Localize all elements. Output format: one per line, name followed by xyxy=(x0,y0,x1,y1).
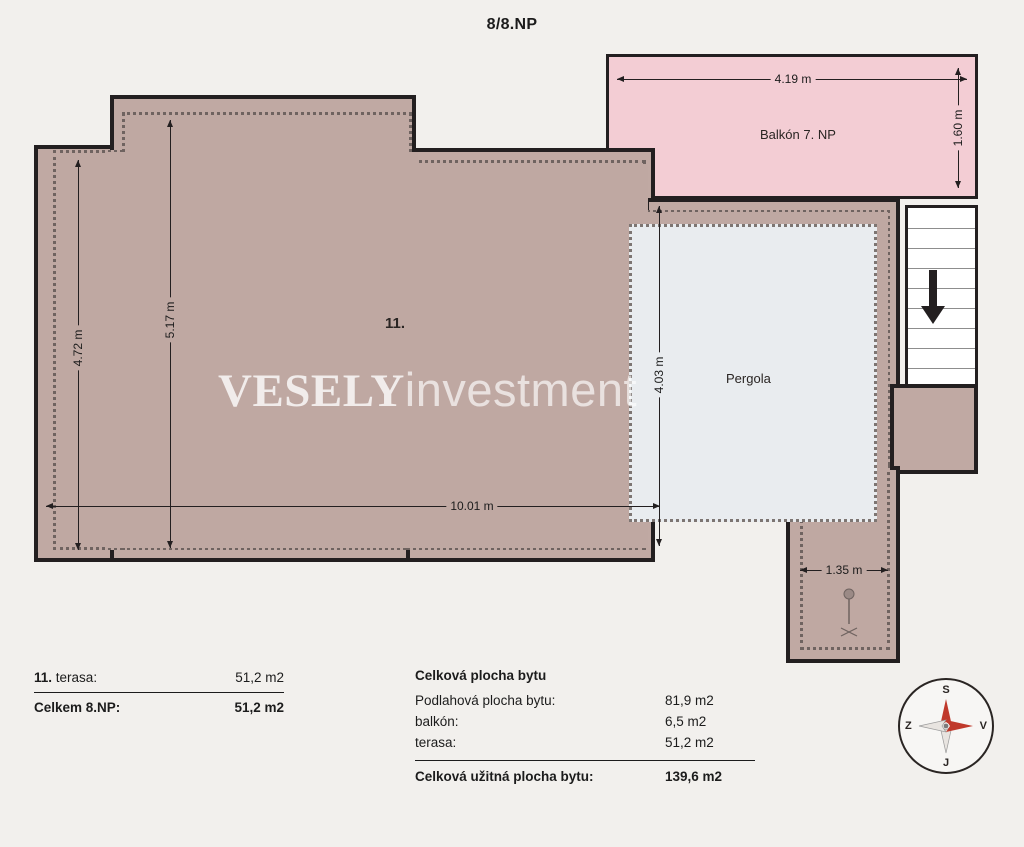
legend-grand-total-row xyxy=(415,769,755,784)
compass-south-label: J xyxy=(942,757,950,769)
compass-needle-icon xyxy=(915,695,977,757)
legend-row-label: balkón: xyxy=(415,714,459,729)
dim-label-terrace-depth-main: 5.17 m xyxy=(163,298,177,343)
dim-label-notch-width: 1.35 m xyxy=(822,563,867,577)
terrace-fill-2 xyxy=(408,165,648,548)
legend-row-value: 81,9 m2 xyxy=(665,693,714,708)
compass-west-label: Z xyxy=(905,720,912,732)
legend-total-areas xyxy=(415,668,755,784)
dim-label-terrace-depth-left: 4.72 m xyxy=(71,326,85,371)
legend-row-value: 51,2 m2 xyxy=(235,670,284,685)
room-balcony-label: Balkón 7. NP xyxy=(760,127,836,142)
compass-east-label: V xyxy=(979,720,987,732)
legend-row-terasa xyxy=(415,732,755,753)
room-terrace-number: 11. xyxy=(385,315,406,332)
legend-divider xyxy=(415,760,755,761)
legend-row-value: 6,5 m2 xyxy=(665,714,707,729)
drain-icon xyxy=(836,588,862,638)
legend-total-value: 51,2 m2 xyxy=(234,700,284,715)
watermark xyxy=(218,360,758,420)
room-pergola-label: Pergola xyxy=(726,371,771,386)
watermark-light: investment xyxy=(404,363,638,416)
dim-label-balcony-width: 4.19 m xyxy=(771,72,816,86)
compass-rose xyxy=(898,678,994,774)
legend-row-label: terasa: xyxy=(415,735,457,750)
compass-north-label: S xyxy=(942,684,950,696)
room-terrace-outline-e xyxy=(890,384,978,474)
page-title: 8/8.NP xyxy=(486,16,538,33)
legend-grand-total-value: 139,6 m2 xyxy=(665,769,723,784)
legend-total-row xyxy=(34,698,284,719)
legend-grand-total-label: Celková užitná plocha bytu: xyxy=(415,769,594,784)
legend-row-label: Podlahová plocha bytu: xyxy=(415,693,556,708)
dim-line-terrace-width xyxy=(46,506,660,507)
watermark-bold: VESELY xyxy=(218,365,405,417)
legend-total-label: Celkem 8.NP: xyxy=(34,700,121,715)
terrace-fill-1 xyxy=(108,152,418,548)
legend-row-name xyxy=(34,670,97,685)
legend-row-label: terasa: xyxy=(55,670,98,685)
legend-row-podlahova xyxy=(415,690,755,711)
legend-row-terasa xyxy=(34,668,284,689)
legend-divider xyxy=(34,692,284,693)
stairs-down-arrow xyxy=(919,270,947,331)
legend-floor-areas xyxy=(34,668,284,719)
legend-total-heading: Celková plocha bytu xyxy=(415,668,547,683)
legend-row-balkon xyxy=(415,711,755,732)
legend-row-value: 51,2 m2 xyxy=(665,735,714,750)
dim-label-terrace-width: 10.01 m xyxy=(446,499,497,513)
dim-label-pergola-depth: 4.03 m xyxy=(652,353,666,398)
dim-label-balcony-depth: 1.60 m xyxy=(951,106,965,151)
legend-row-index: 11. xyxy=(34,670,53,685)
